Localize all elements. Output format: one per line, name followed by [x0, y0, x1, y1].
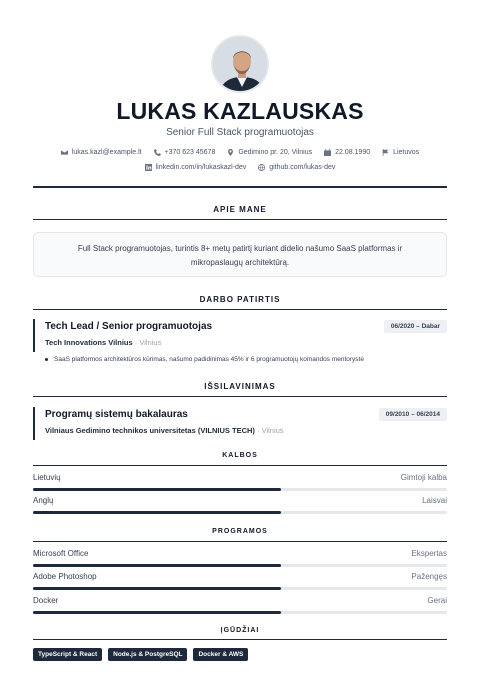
company-line: [45, 338, 161, 347]
linkedin-icon: [145, 164, 152, 171]
skill-tag: Docker & AWS: [193, 648, 248, 661]
level-fill: [33, 488, 281, 491]
skill-tags: [33, 648, 248, 661]
level-track: [33, 511, 447, 514]
profile-links: [0, 164, 480, 173]
education-heading: IŠSILAVINIMAS: [204, 382, 276, 391]
date-badge: 09/2010 – 06/2014: [379, 408, 447, 421]
level-track: [33, 587, 447, 590]
address-contact: Gedimino pr. 20, Vilnius: [227, 149, 312, 156]
level-track: [33, 564, 447, 567]
school-name: Vilniaus Gedimino technikos universitetas (VILNIUS TECH): [45, 426, 255, 435]
level-fill: [33, 611, 281, 614]
profile-photo: [211, 35, 269, 93]
phone-contact[interactable]: +370 623 45678: [154, 149, 216, 156]
linkedin-link[interactable]: linkedin.com/in/lukaskazl-dev: [145, 164, 247, 171]
software-level: Pažengęs: [411, 572, 447, 581]
language-name: Lietuvių: [33, 473, 61, 482]
experience-bullet: SaaS platformos architektūros kūrimas, našumo padidinimas 45% ir 6 programuotojų komandos mentorystė: [45, 356, 364, 363]
language-level: Laisvai: [422, 496, 447, 505]
skills-underline: [33, 639, 447, 640]
entry-accent-bar: [33, 319, 35, 352]
github-link[interactable]: github.com/lukas-dev: [258, 164, 335, 171]
education-underline: [33, 396, 447, 397]
about-text: Full Stack programuotojas, turintis 8+ metų patirtį kuriant didelio našumo SaaS platformas ir mikropaslaugų architektūrą.: [33, 232, 447, 277]
envelope-icon: [61, 149, 68, 156]
languages-heading: KALBOS: [222, 452, 258, 459]
about-heading: APIE MANE: [213, 205, 267, 214]
software-heading: PROGRAMOS: [212, 528, 268, 535]
nationality-contact: Lietuvos: [382, 149, 419, 156]
software-name: Microsoft Office: [33, 549, 89, 558]
person-name: LUKAS KAZLAUSKAS: [116, 98, 364, 124]
experience-underline: [33, 309, 447, 310]
birthdate-contact: 22.08.1990: [324, 149, 370, 156]
location-pin-icon: [227, 149, 234, 156]
software-level: Ekspertas: [411, 549, 447, 558]
company-name: Tech Innovations Vilnius: [45, 338, 133, 347]
job-title: Senior Full Stack programuotojas: [166, 127, 314, 138]
email-contact[interactable]: lukas.kazl@example.lt: [61, 149, 142, 156]
skill-tag: Node.js & PostgreSQL: [108, 648, 187, 661]
date-badge: 06/2020 – Dabar: [384, 320, 447, 333]
phone-icon: [154, 149, 161, 156]
skill-tag: TypeScript & React: [33, 648, 102, 661]
software-level: Gerai: [427, 596, 447, 605]
skills-heading: ĮGŪDŽIAI: [220, 627, 260, 634]
entry-accent-bar: [33, 407, 35, 440]
level-fill: [33, 511, 281, 514]
position-title: Tech Lead / Senior programuotojas: [45, 321, 213, 332]
level-track: [33, 611, 447, 614]
globe-icon: [258, 164, 265, 171]
level-fill: [33, 564, 281, 567]
bullet-dot: [45, 358, 48, 361]
degree-title: Programų sistemų bakalauras: [45, 409, 188, 420]
header-divider: [33, 186, 447, 188]
language-name: Anglų: [33, 496, 54, 505]
flag-icon: [382, 149, 389, 156]
languages-underline: [33, 465, 447, 466]
language-level: Gimtoji kalba: [400, 473, 447, 482]
contact-info: [0, 149, 480, 158]
school-line: [45, 426, 284, 435]
software-name: Adobe Photoshop: [33, 572, 97, 581]
software-underline: [33, 541, 447, 542]
company-location: · Vilnius: [134, 338, 162, 347]
software-name: Docker: [33, 596, 59, 605]
school-location: · Vilnius: [257, 426, 284, 435]
level-fill: [33, 587, 281, 590]
experience-heading: DARBO PATIRTIS: [199, 295, 281, 304]
level-track: [33, 488, 447, 491]
calendar-icon: [324, 149, 331, 156]
about-underline: [33, 219, 447, 220]
